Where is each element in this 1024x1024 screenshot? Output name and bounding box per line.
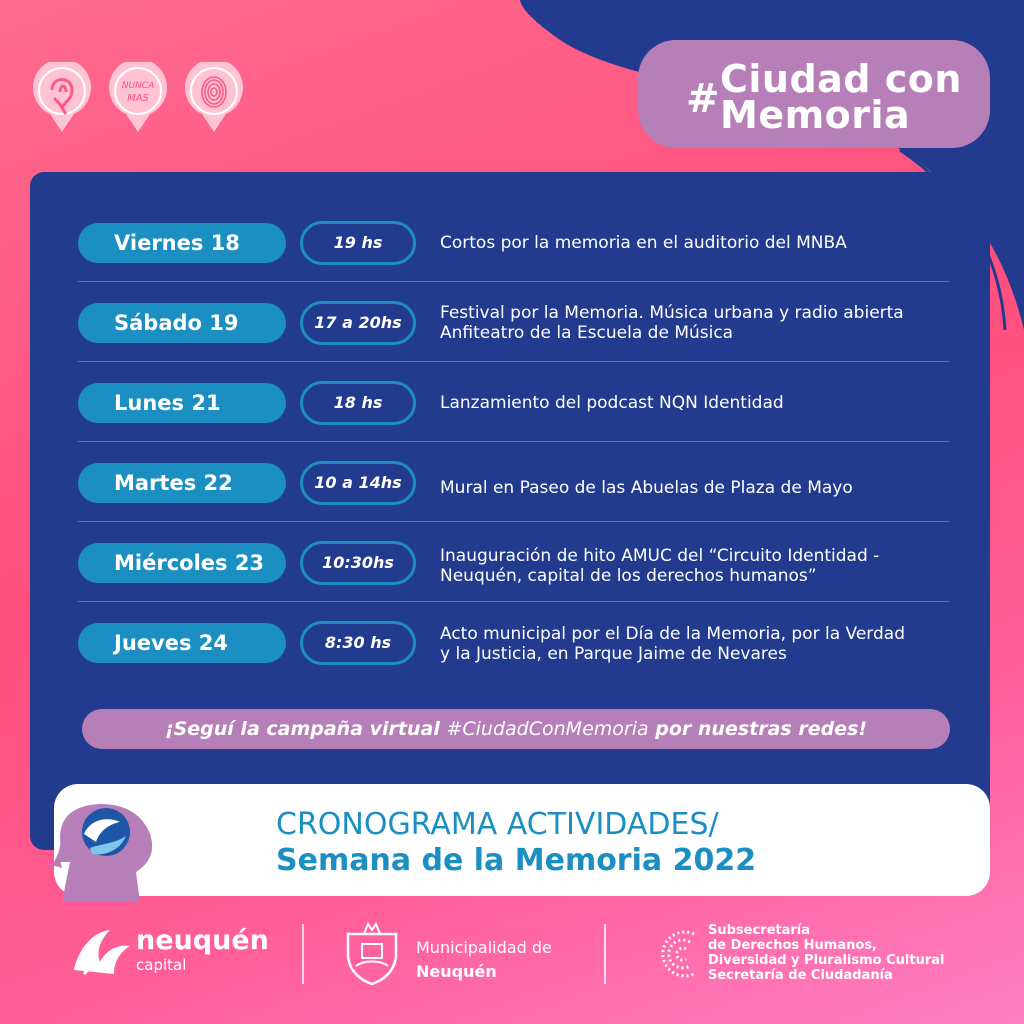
campaign-hashtag: #CiudadConMemoria — [446, 718, 649, 740]
fingerprint-icon — [184, 62, 244, 134]
time-label: 10:30hs — [300, 541, 416, 585]
day-label: Martes 22 — [78, 463, 286, 503]
footer-divider — [604, 924, 606, 984]
municipality-line-2: Neuquén — [416, 962, 497, 981]
day-label: Jueves 24 — [78, 623, 286, 663]
time-label: 10 a 14hs — [300, 461, 416, 505]
time-label: 18 hs — [300, 381, 416, 425]
campaign-suffix: por nuestras redes! — [648, 718, 868, 740]
schedule-row — [78, 602, 950, 682]
activity-text: Festival por la Memoria. Música urbana y radio abierta Anfiteatro de la Escuela de Música — [440, 303, 904, 343]
day-label: Sábado 19 — [78, 303, 286, 343]
neuquen-brand-name: neuquén — [136, 925, 269, 956]
subsecretaria-logo-icon — [654, 924, 700, 984]
day-label: Miércoles 23 — [78, 543, 286, 583]
hash-symbol: # — [686, 76, 720, 122]
nunca-mas-icon — [108, 62, 168, 134]
subsecretaria-text: Subsecretaría de Derechos Humanos, Diversidad y Pluralismo Cultural Secretaría de Ciudadanía — [708, 923, 945, 983]
activity-text: Acto municipal por el Día de la Memoria, por la Verdad y la Justicia, en Parque Jaime de Nevares — [440, 624, 906, 664]
neuquen-brand-sub: capital — [136, 956, 187, 974]
schedule-row — [78, 362, 950, 442]
municipality-line-1: Municipalidad de — [416, 938, 552, 957]
svg-text:MAS: MAS — [127, 93, 149, 104]
time-label: 19 hs — [300, 221, 416, 265]
day-label: Lunes 21 — [78, 383, 286, 423]
schedule-row — [78, 522, 950, 602]
day-label: Viernes 18 — [78, 223, 286, 263]
ribbon-icon — [32, 62, 92, 134]
activity-text: Cortos por la memoria en el auditorio del MNBA — [440, 233, 847, 253]
title-line-2: Semana de la Memoria 2022 — [276, 843, 757, 878]
title-line-1: CRONOGRAMA ACTIVIDADES/ — [276, 807, 719, 842]
campaign-banner — [82, 709, 950, 749]
svg-text:NUNCA: NUNCA — [121, 81, 155, 91]
footer-divider — [302, 924, 304, 984]
municipal-crest-icon — [342, 920, 402, 986]
time-label: 17 a 20hs — [300, 301, 416, 345]
activity-text: Mural en Paseo de las Abuelas de Plaza de Mayo — [440, 478, 853, 498]
campaign-prefix: ¡Seguí la campaña virtual — [164, 718, 447, 740]
time-label: 8:30 hs — [300, 621, 416, 665]
schedule-row — [78, 282, 950, 362]
hashtag-line-2: Memoria — [720, 93, 911, 137]
activity-text: Inauguración de hito AMUC del “Circuito Identidad - Neuquén, capital de los derechos humanos” — [440, 546, 880, 586]
schedule-row — [78, 442, 950, 522]
hashtag-line-1: Ciudad con — [720, 57, 962, 101]
activity-text: Lanzamiento del podcast NQN Identidad — [440, 393, 784, 413]
neuquen-logo-icon — [70, 922, 134, 978]
schedule-row — [78, 202, 950, 282]
head-profile-logo — [40, 798, 200, 902]
hashtag-badge — [638, 40, 990, 148]
